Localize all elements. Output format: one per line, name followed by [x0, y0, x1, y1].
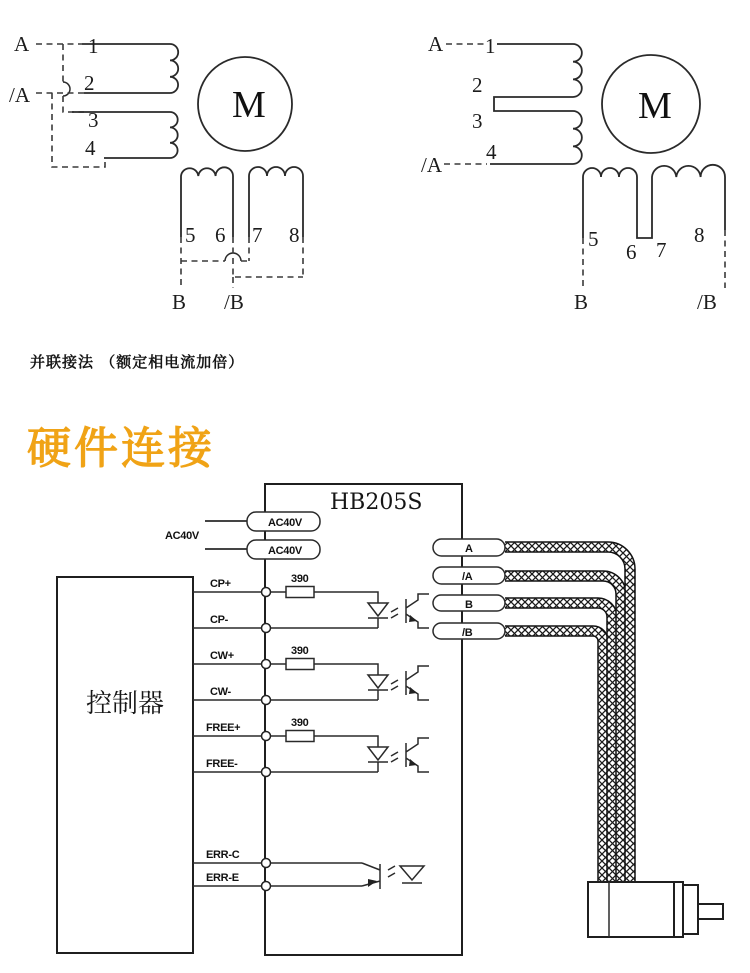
- signal-label-cp-plus: CP+: [210, 578, 231, 590]
- controller-label: 控制器: [86, 689, 165, 719]
- signal-label-free-plus: FREE+: [206, 722, 241, 734]
- terminal-3: 3: [88, 108, 99, 132]
- terminal-3: 3: [472, 109, 483, 133]
- resistor: [286, 587, 314, 598]
- parallel-connection-caption: 并联接法 （额定相电流加倍）: [30, 353, 245, 371]
- signal-label-cp-minus: CP-: [210, 614, 229, 626]
- coil-1-2-3-4-series: [490, 44, 582, 164]
- wire-hop: [63, 82, 70, 96]
- motor-label: M: [638, 85, 672, 127]
- terminal-1: 1: [485, 34, 496, 58]
- lead-a-label: A: [428, 32, 444, 56]
- motor-label: M: [232, 84, 266, 126]
- controller-box: [57, 577, 193, 953]
- signal-label-err-c: ERR-C: [206, 849, 240, 861]
- terminal-8: 8: [289, 223, 300, 247]
- cable-b: [505, 603, 612, 883]
- terminal-6: 6: [215, 223, 226, 247]
- stepper-motor: [588, 882, 723, 937]
- resistor-value: 390: [291, 645, 309, 657]
- motor-shaft: [698, 904, 723, 919]
- parallel-wiring-diagram: [9, 32, 303, 314]
- hardware-heading: 硬件连接: [27, 423, 215, 474]
- node-cw-plus: [262, 660, 271, 669]
- lead-bbar-label: /B: [697, 290, 717, 314]
- lead-abar-label: /A: [421, 153, 442, 177]
- terminal-1: 1: [88, 34, 99, 58]
- power-terminal-2-label: AC40V: [268, 545, 302, 557]
- terminal-2: 2: [84, 71, 95, 95]
- signal-label-cw-plus: CW+: [210, 650, 234, 662]
- lead-bbar-label: /B: [224, 290, 244, 314]
- node-free-plus: [262, 732, 271, 741]
- terminal-7: 7: [656, 238, 667, 262]
- node-free-minus: [262, 768, 271, 777]
- resistor: [286, 731, 314, 742]
- resistor: [286, 659, 314, 670]
- terminal-4: 4: [85, 136, 96, 160]
- power-source-label: AC40V: [165, 530, 199, 542]
- node-err-e: [262, 882, 271, 891]
- terminal-5: 5: [588, 227, 599, 251]
- b-link-dash2: [241, 237, 249, 261]
- signal-label-free-minus: FREE-: [206, 758, 238, 770]
- power-terminal-1-label: AC40V: [268, 517, 302, 529]
- driver-name: HB205S: [330, 490, 423, 515]
- motor-wiring-diagrams: [0, 0, 750, 340]
- output-label-bbar: /B: [462, 627, 473, 639]
- output-label-abar: /A: [462, 571, 473, 583]
- lead-a-label: A: [14, 32, 30, 56]
- lead-b-label: B: [172, 290, 187, 314]
- hardware-connection-schematic: [0, 480, 750, 973]
- terminal-4: 4: [486, 140, 497, 164]
- resistor-value: 390: [291, 573, 309, 585]
- motor-cables: [505, 547, 630, 883]
- node-cw-minus: [262, 696, 271, 705]
- lead-abar-label: /A: [9, 83, 30, 107]
- terminal-7: 7: [252, 223, 263, 247]
- series-wiring-diagram: [421, 32, 725, 314]
- terminal-6: 6: [626, 240, 637, 264]
- cable-bbar: [505, 631, 603, 883]
- resistor-value: 390: [291, 717, 309, 729]
- node-cp-plus: [262, 588, 271, 597]
- power-input-wires: [205, 521, 247, 549]
- node-err-c: [262, 859, 271, 868]
- node-cp-minus: [262, 624, 271, 633]
- output-label-b: B: [465, 599, 473, 611]
- lead-a-branch-dash2: [63, 96, 84, 112]
- output-label-a: A: [465, 543, 473, 555]
- terminal-8: 8: [694, 223, 705, 247]
- lead-b-label: B: [574, 290, 589, 314]
- signal-label-err-e: ERR-E: [206, 872, 239, 884]
- terminal-5: 5: [185, 223, 196, 247]
- terminal-2: 2: [472, 73, 483, 97]
- signal-label-cw-minus: CW-: [210, 686, 231, 698]
